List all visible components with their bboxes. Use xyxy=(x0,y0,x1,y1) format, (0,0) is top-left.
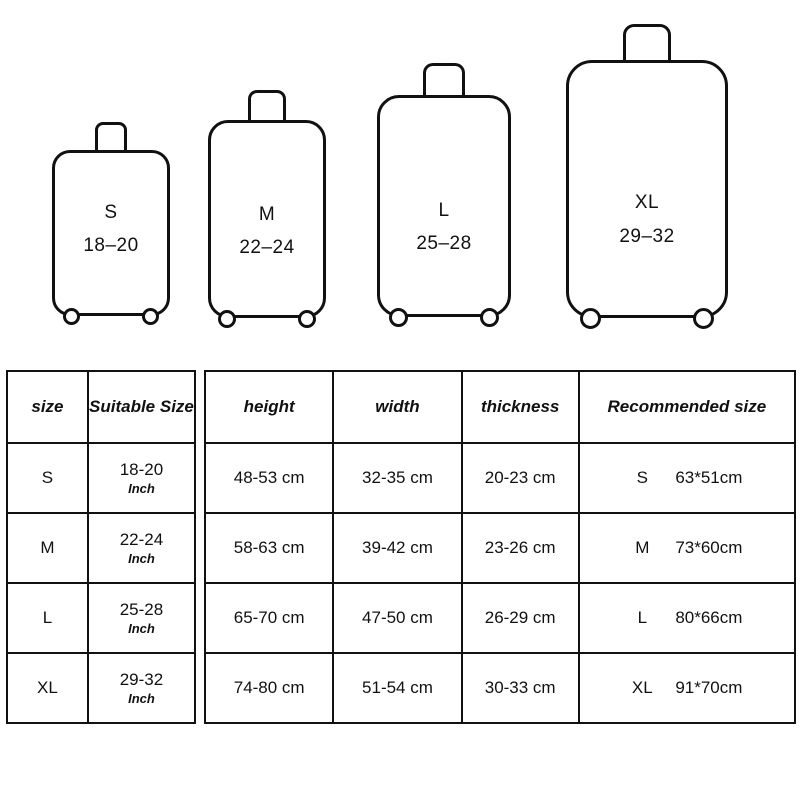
recommended-size-label: S xyxy=(636,468,648,487)
recommended-size-label: XL xyxy=(631,678,653,697)
recommended-size-label: M xyxy=(635,538,650,557)
table-row xyxy=(205,583,795,653)
luggage-label: L xyxy=(438,200,450,221)
recommended-size-value: 73*60cm xyxy=(675,538,743,557)
wheel-icon xyxy=(389,308,408,327)
table-row xyxy=(7,513,195,583)
size-table xyxy=(6,370,196,724)
luggage-label: S xyxy=(104,202,118,223)
table-row xyxy=(205,513,795,583)
cell-thickness: 26-29 cm xyxy=(462,583,579,653)
table-row xyxy=(205,443,795,513)
column-header-thickness: thickness xyxy=(462,371,579,443)
unit-label: Inch xyxy=(128,621,155,636)
cell-thickness: 30-33 cm xyxy=(462,653,579,723)
luggage-body xyxy=(52,150,170,316)
cell-size: L xyxy=(7,583,88,653)
column-header-suitable-size: Suitable Size xyxy=(88,371,195,443)
handle-icon xyxy=(423,63,465,95)
suitable-value: 25-28 xyxy=(119,600,164,619)
table-row xyxy=(7,443,195,513)
luggage-s xyxy=(52,150,170,316)
cell-suitable-size xyxy=(88,583,195,653)
luggage-illustrations xyxy=(0,0,800,355)
cell-height: 58-63 cm xyxy=(205,513,333,583)
cell-height: 74-80 cm xyxy=(205,653,333,723)
unit-label: Inch xyxy=(128,691,155,706)
luggage-body xyxy=(566,60,728,318)
luggage-l xyxy=(377,95,511,317)
cell-width: 51-54 cm xyxy=(333,653,461,723)
cell-thickness: 23-26 cm xyxy=(462,513,579,583)
cell-width: 32-35 cm xyxy=(333,443,461,513)
recommended-size-value: 80*66cm xyxy=(675,608,743,627)
suitable-value: 18-20 xyxy=(119,460,164,479)
table-header-row xyxy=(205,371,795,443)
luggage-xl xyxy=(566,60,728,318)
suitable-value: 22-24 xyxy=(119,530,164,549)
cell-size: M xyxy=(7,513,88,583)
luggage-range: 22–24 xyxy=(239,237,295,258)
cell-suitable-size xyxy=(88,443,195,513)
luggage-m xyxy=(208,120,326,318)
handle-icon xyxy=(95,122,127,150)
cell-size: S xyxy=(7,443,88,513)
cell-height: 48-53 cm xyxy=(205,443,333,513)
luggage-label: M xyxy=(258,204,276,225)
recommended-size-value: 63*51cm xyxy=(675,468,743,487)
luggage-label: XL xyxy=(634,192,660,213)
cell-recommended-size xyxy=(579,583,795,653)
suitable-value: 29-32 xyxy=(119,670,164,689)
cell-recommended-size xyxy=(579,443,795,513)
table-row xyxy=(7,583,195,653)
table-header-row xyxy=(7,371,195,443)
table-row xyxy=(205,653,795,723)
luggage-range: 18–20 xyxy=(83,235,139,256)
column-header-recommended-size: Recommended size xyxy=(579,371,795,443)
cell-width: 47-50 cm xyxy=(333,583,461,653)
cell-recommended-size xyxy=(579,513,795,583)
luggage-range: 25–28 xyxy=(416,233,472,254)
table-row xyxy=(7,653,195,723)
wheel-icon xyxy=(298,310,316,328)
recommended-size-label: L xyxy=(637,608,648,627)
wheel-icon xyxy=(580,308,601,329)
cell-recommended-size xyxy=(579,653,795,723)
cell-width: 39-42 cm xyxy=(333,513,461,583)
handle-icon xyxy=(623,24,671,60)
handle-icon xyxy=(248,90,286,120)
cell-height: 65-70 cm xyxy=(205,583,333,653)
cell-suitable-size xyxy=(88,653,195,723)
dimensions-table xyxy=(204,370,796,724)
cell-size: XL xyxy=(7,653,88,723)
wheel-icon xyxy=(693,308,714,329)
wheel-icon xyxy=(218,310,236,328)
column-header-width: width xyxy=(333,371,461,443)
unit-label: Inch xyxy=(128,481,155,496)
column-header-height: height xyxy=(205,371,333,443)
unit-label: Inch xyxy=(128,551,155,566)
wheel-icon xyxy=(142,308,159,325)
luggage-range: 29–32 xyxy=(619,226,675,247)
wheel-icon xyxy=(480,308,499,327)
recommended-size-value: 91*70cm xyxy=(675,678,743,697)
column-header-size: size xyxy=(7,371,88,443)
wheel-icon xyxy=(63,308,80,325)
cell-suitable-size xyxy=(88,513,195,583)
cell-thickness: 20-23 cm xyxy=(462,443,579,513)
